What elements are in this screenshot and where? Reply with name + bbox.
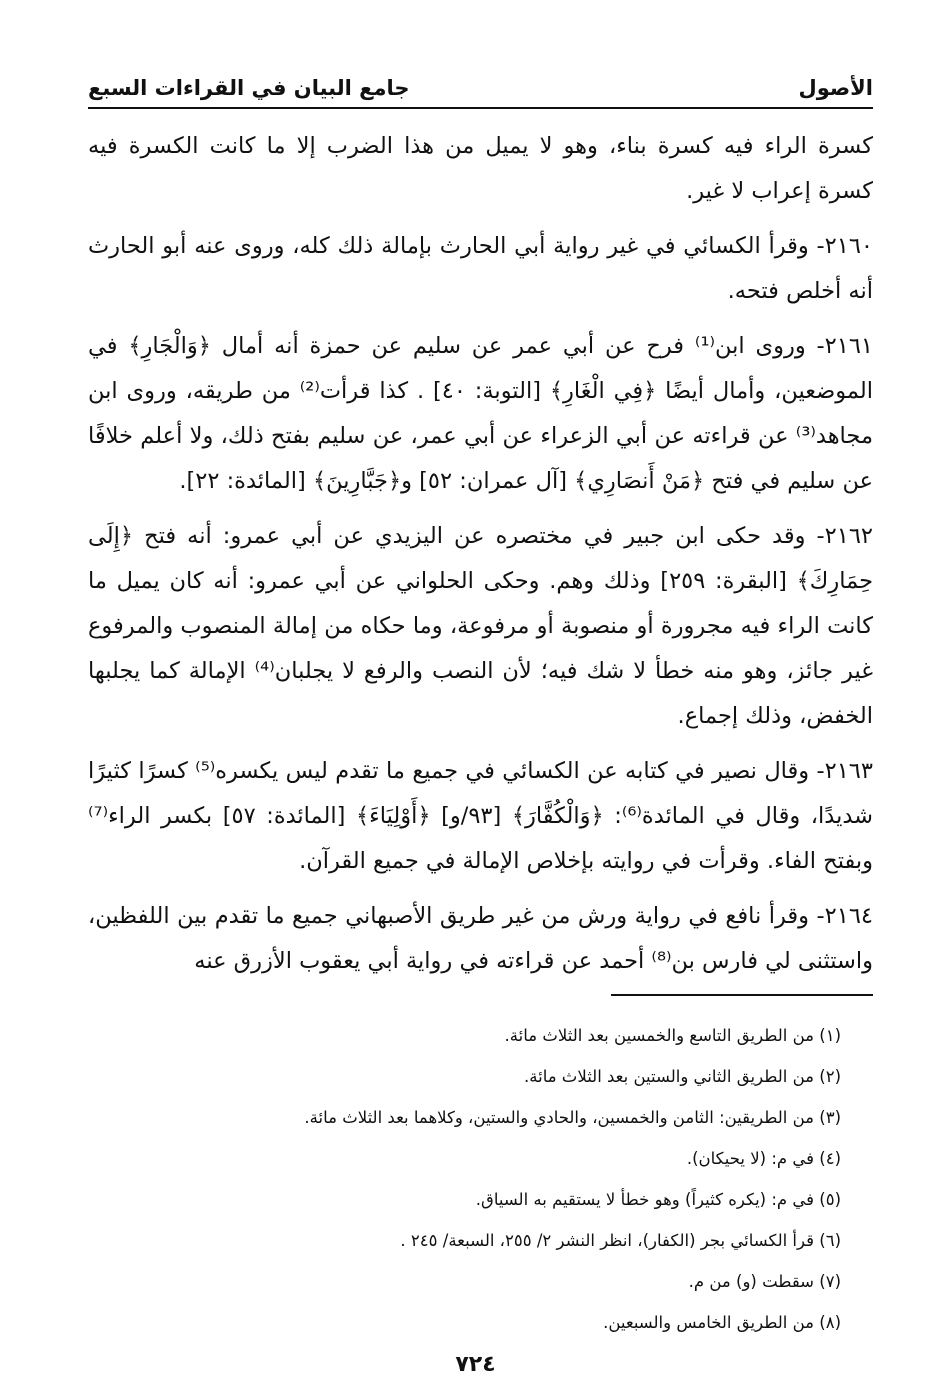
header-section-title: الأصول bbox=[798, 76, 873, 100]
footnote-2: (٢) من الطريق الثاني والستين بعد الثلاث مائة. bbox=[524, 1067, 841, 1086]
paragraph-2160: ٢١٦٠- وقرأ الكسائي في غير رواية أبي الحارث بإمالة ذلك كله، وروى عنه أبو الحارث أنه أخلص فتحه. bbox=[88, 233, 873, 304]
header-book-title: جامع البيان في القراءات السبع bbox=[88, 76, 410, 100]
header-divider bbox=[88, 107, 873, 109]
footnote-1: (١) من الطريق التاسع والخمسين بعد الثلاث مائة. bbox=[504, 1026, 841, 1045]
paragraph-2164: ٢١٦٤- وقرأ نافع في رواية ورش من غير طريق الأصبهاني جميع ما تقدم بين اللفظين، واستثنى لي فارس بن⁽⁸⁾ أحمد عن قراءته في رواية أبي يعقوب الأزرق عنه bbox=[88, 903, 873, 974]
paragraph: كسرة الراء فيه كسرة بناء، وهو لا يميل من هذا الضرب إلا ما كانت الكسرة فيه كسرة إعراب لا غير. bbox=[88, 133, 873, 204]
footnote-3: (٣) من الطريقين: الثامن والخمسين، والحادي والستين، وكلاهما بعد الثلاث مائة. bbox=[304, 1108, 841, 1127]
footnote-8: (٨) من الطريق الخامس والسبعين. bbox=[603, 1313, 841, 1332]
footnote-divider bbox=[611, 994, 873, 996]
paragraph-2161: ٢١٦١- وروى ابن⁽¹⁾ فرح عن أبي عمر عن سليم عن حمزة أنه أمال ﴿وَالْجَارِ﴾ في الموضعين، وأمال أيضًا ﴿فِي الْغَارِ﴾ [التوبة: ٤٠] . كذا قرأت⁽²⁾ من طريقه، وروى ابن مجاهد⁽³⁾ عن قراءته عن أبي الزعراء عن أبي عمر، عن سليم بفتح ذلك، ولا أعلم خلافًا عن سليم في فتح ﴿مَنْ أَنصَارِي﴾ [آل عمران: ٥٢] و﴿جَبَّارِينَ﴾ [المائدة: ٢٢]. bbox=[88, 333, 873, 494]
main-text bbox=[88, 124, 873, 994]
footnote-5: (٥) في م: (يكره كثيراً) وهو خطأ لا يستقيم به السياق. bbox=[475, 1190, 841, 1209]
footnote-4: (٤) في م: (لا يحيكان). bbox=[686, 1149, 841, 1168]
running-header bbox=[88, 70, 873, 106]
footnote-6: (٦) قرأ الكسائي بجر (الكفار)، انظر النشر ٢/ ٢٥٥، السبعة/ ٢٤٥ . bbox=[400, 1231, 841, 1250]
paragraph-2162: ٢١٦٢- وقد حكى ابن جبير في مختصره عن اليزيدي عن أبي عمرو: أنه فتح ﴿إِلَى حِمَارِكَ﴾ [البقرة: ٢٥٩] وذلك وهم. وحكى الحلواني عن أبي عمرو: أنه كان يميل ما كانت الراء فيه مجرورة أو منصوبة أو مرفوعة، وما حكاه من إمالة المنصوب والمرفوع غير جائز، وهو منه خطأ لا شك فيه؛ لأن النصب والرفع لا يجلبان⁽⁴⁾ الإمالة كما يجلبها الخفض، وذلك إجماع. bbox=[88, 523, 874, 729]
footnotes bbox=[88, 1015, 841, 1343]
footnote-7: (٧) سقطت (و) من م. bbox=[688, 1272, 841, 1291]
paragraph-2163: ٢١٦٣- وقال نصير في كتابه عن الكسائي في جميع ما تقدم ليس يكسره⁽⁵⁾ كسرًا كثيرًا شديدًا، وقال في المائدة⁽⁶⁾: ﴿وَالْكُفَّارَ﴾ [٩٣/و] ﴿أَوْلِيَاءَ﴾ [المائدة: ٥٧] بكسر الراء⁽⁷⁾ وبفتح الفاء. وقرأت في روايته بإخلاص الإمالة في جميع القرآن. bbox=[88, 758, 874, 874]
page-number: ٧٢٤ bbox=[455, 1352, 496, 1377]
